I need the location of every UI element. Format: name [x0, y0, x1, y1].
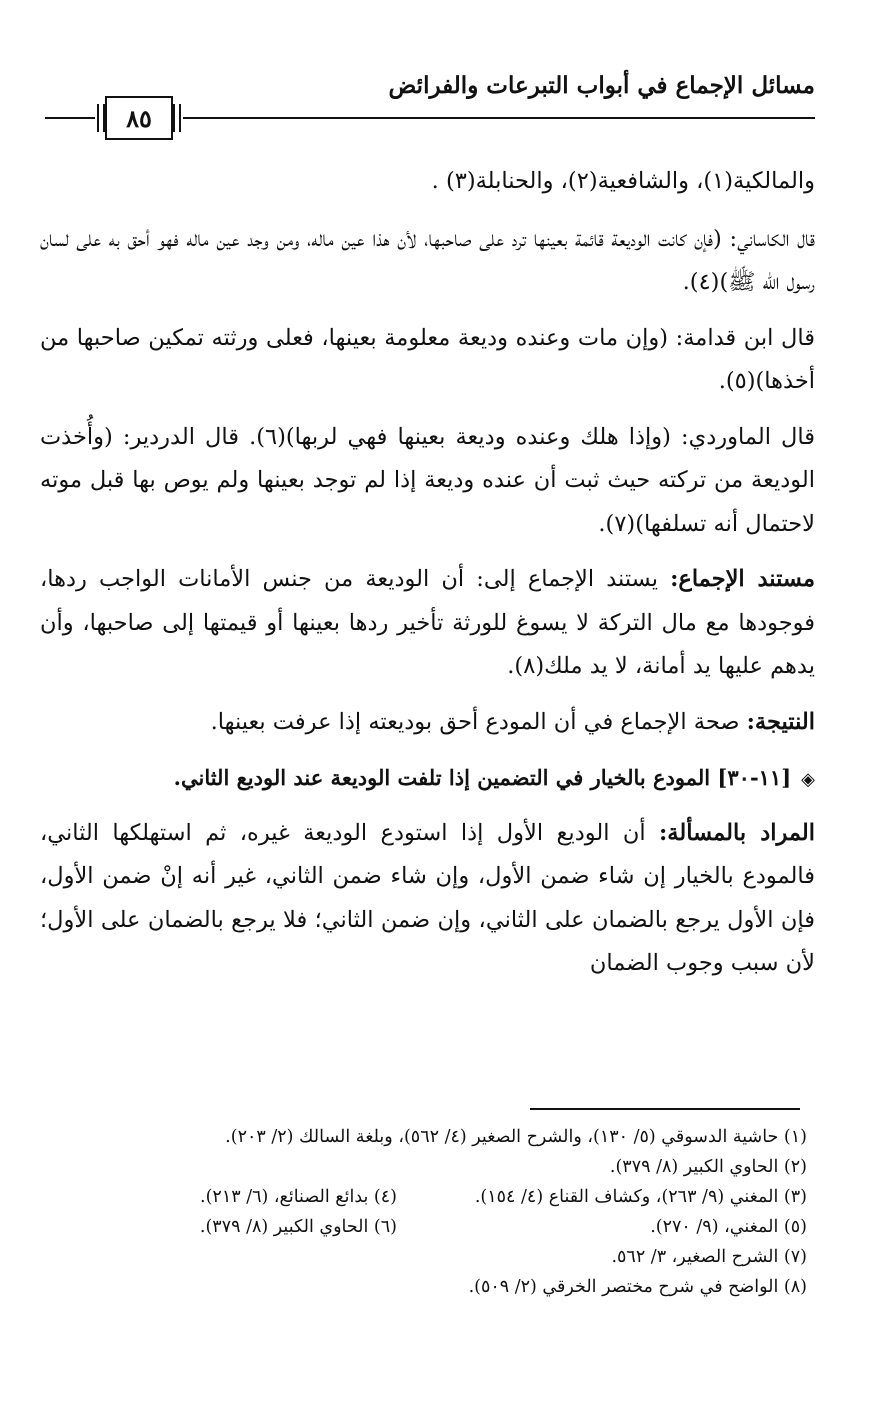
paragraph-5 — [40, 558, 815, 689]
paragraph-7 — [40, 812, 815, 986]
running-title: مسائل الإجماع في أبواب التبرعات والفرائض — [388, 72, 815, 99]
paragraph-4: قال الماوردي: (وإذا هلك وعنده وديعة بعينها فهي لربها)(٦). قال الدردير: (وأُخذت الوديعة من تركته حيث ثبت أن عنده وديعة إذا لم توجد بعينها ولم يوص بها قبل موته لاحتمال أنه تسلفها)(٧). — [40, 423, 815, 537]
consensus-basis-text: يستند الإجماع إلى: أن الوديعة من جنس الأمانات الواجب ردها، فوجودها مع مال التركة لا يسوغ للورثة تأخير ردها بعينها أو قيمتها إلى صاحبها، وأن يدهم عليها يد أمانة، لا يد ملك(٨). — [40, 566, 815, 679]
meaning-text: أن الوديع الأول إذا استودع الوديعة غيره، ثم استهلكها الثاني، فالمودع بالخيار إن شاء ضمن الأول، وإن شاء ضمن الثاني، غير أنه إنْ ضمن الأول، فإن الأول يرجع بالضمان على الثاني، وإن ضمن الثاني؛ فلا يرجع بالضمان على الأول؛ لأن سبب وجوب الضمان — [40, 819, 815, 976]
footnote-row-3-4 — [47, 1182, 807, 1212]
footnote-8: (٨) الواضح في شرح مختصر الخرقي (٢/ ٥٠٩). — [468, 1277, 807, 1297]
result-label: النتيجة: — [746, 708, 815, 735]
footnote-5: (٥) المغني، (٩/ ٢٧٠). — [650, 1217, 807, 1237]
section-heading — [40, 756, 815, 802]
footnotes — [47, 1122, 807, 1302]
page-number: ٨٥ — [126, 103, 152, 133]
paragraph-6 — [40, 701, 815, 745]
paragraph-2: قال الكاساني: (فإن كانت الوديعة قائمة بعينها ترد على صاحبها، لأن هذا عين ماله، ومن وجد عين ماله فهو أحق به على لسان رسول الله ﷺ)(٤). — [40, 225, 815, 295]
footnote-3: (٣) المغني (٩/ ٢٦٣)، وكشاف القناع (٤/ ١٥٤). — [474, 1187, 807, 1207]
section-heading-text: [١١-٣٠] المودع بالخيار في التضمين إذا تلفت الوديعة عند الوديع الثاني. — [173, 765, 792, 790]
footnote-rule — [530, 1108, 800, 1110]
footnote-7: (٧) الشرح الصغير، ٣/ ٥٦٢. — [611, 1247, 807, 1267]
body-text — [40, 160, 815, 998]
ornament-frame-icon — [105, 96, 173, 140]
diamond-icon: ◈ — [801, 769, 815, 790]
footnote-6: (٦) الحاوي الكبير (٨/ ٣٧٩). — [199, 1217, 397, 1237]
meaning-label: المراد بالمسألة: — [659, 819, 815, 846]
paragraph-1: والمالكية(١)، والشافعية(٢)، والحنابلة(٣) . — [431, 168, 815, 194]
footnote-4: (٤) بدائع الصنائع، (٦/ ٢١٣). — [200, 1187, 397, 1207]
footnote-row-5-6 — [47, 1212, 807, 1242]
consensus-basis-label: مستند الإجماع: — [670, 566, 815, 592]
footnote-2: (٢) الحاوي الكبير (٨/ ٣٧٩). — [609, 1157, 807, 1177]
page-number-frame — [95, 94, 183, 142]
result-text: صحة الإجماع في أن المودع أحق بوديعته إذا عرفت بعينها. — [210, 708, 747, 735]
footnote-1: (١) حاشية الدسوقي (٥/ ١٣٠)، والشرح الصغير (٤/ ٥٦٢)، وبلغة السالك (٢/ ٢٠٣). — [225, 1127, 807, 1147]
paragraph-3: قال ابن قدامة: (وإن مات وعنده وديعة معلومة بعينها، فعلى ورثته تمكين صاحبها من أخذها)(٥). — [40, 324, 815, 394]
